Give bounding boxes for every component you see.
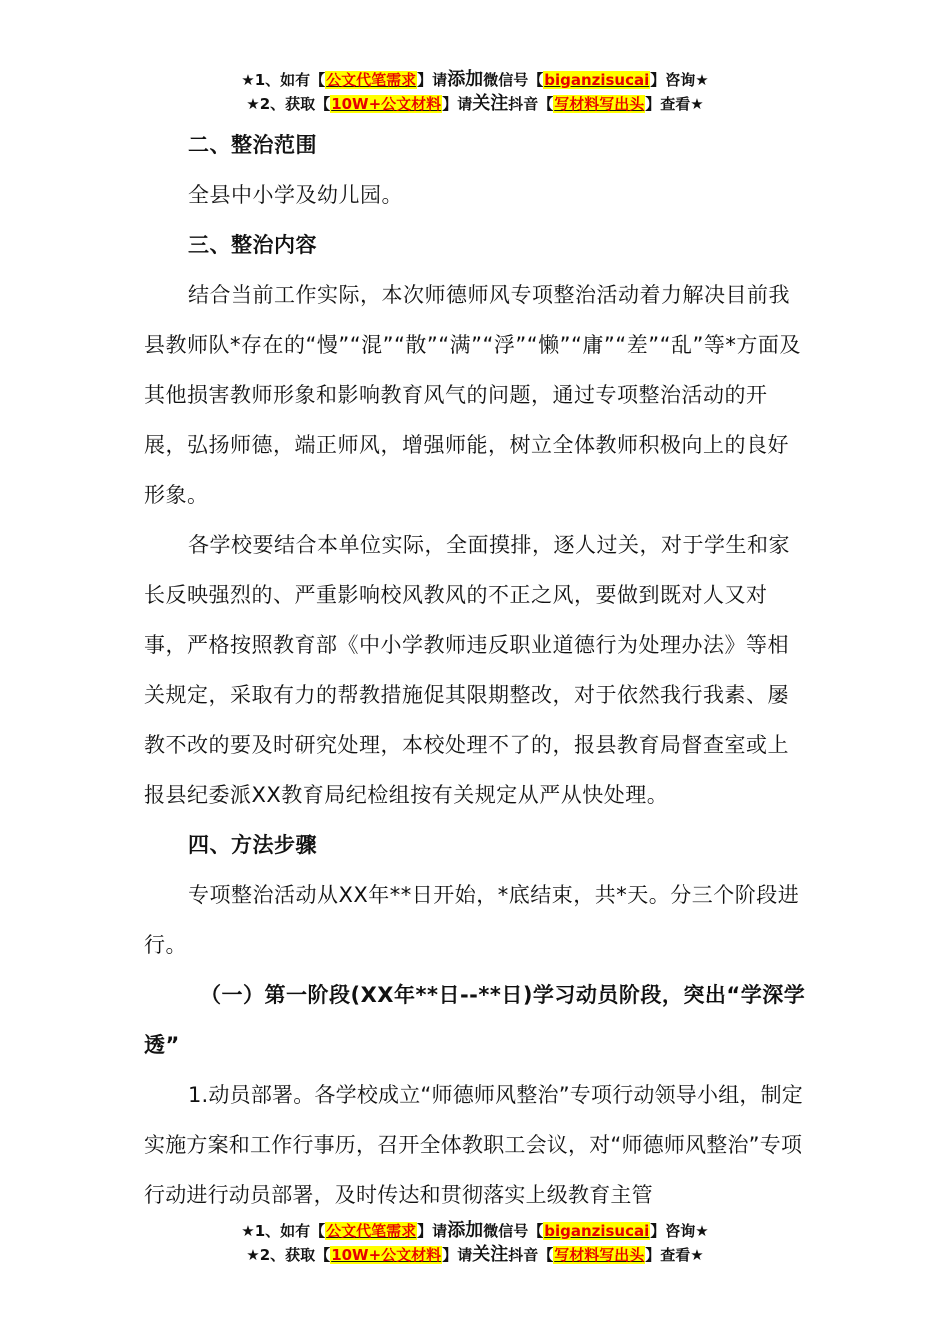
banner-highlight: biganzisucai: [544, 1222, 650, 1240]
banner-text: 抖音【: [508, 95, 554, 113]
banner-text: 】查看★: [645, 1246, 704, 1264]
banner-text: 】咨询★: [650, 71, 709, 89]
banner-text: ★1、如有【: [241, 71, 326, 89]
banner-line-2: [0, 92, 950, 116]
banner-text: 】请: [417, 1222, 448, 1240]
document-body: [144, 120, 808, 1220]
subsection-heading: （一）第一阶段(XX年**日--**日)学习动员阶段，突出“学深学透”: [144, 983, 806, 1057]
banner-text: ★2、获取【: [246, 1246, 331, 1264]
banner-highlight: 公文代笔需求: [326, 71, 417, 89]
banner-text: ★1、如有【: [241, 1222, 326, 1240]
banner-emphasis: 添加: [447, 1220, 484, 1241]
banner-highlight: 写材料写出头: [554, 95, 645, 113]
section-heading: 三、整治内容: [188, 233, 317, 257]
footer-banner: [0, 1219, 950, 1267]
banner-text: 抖音【: [508, 1246, 554, 1264]
section-heading: 二、整治范围: [188, 133, 317, 157]
banner-highlight: 10W+公文材料: [331, 95, 442, 113]
paragraph: 各学校要结合本单位实际，全面摸排，逐人过关，对于学生和家长反映强烈的、严重影响校风教风的不正之风，要做到既对人又对事，严格按照教育部《中小学教师违反职业道德行为处理办法》等相关规定，采取有力的帮教措施促其限期整改，对于依然我行我素、屡教不改的要及时研究处理，本校处理不了的，报县教育局督查室或上报县纪委派XX教育局纪检组按有关规定从严从快处理。: [144, 533, 790, 807]
banner-highlight: 公文代笔需求: [326, 1222, 417, 1240]
banner-highlight: biganzisucai: [544, 71, 650, 89]
banner-text: 微信号【: [483, 1222, 544, 1240]
header-banner: [0, 68, 950, 116]
paragraph: 1.动员部署。各学校成立“师德师风整治”专项行动领导小组，制定实施方案和工作行事历，召开全体教职工会议，对“师德师风整治”专项行动进行动员部署，及时传达和贯彻落实上级教育主管: [144, 1083, 803, 1207]
banner-highlight: 写材料写出头: [554, 1246, 645, 1264]
banner-text: 】查看★: [645, 95, 704, 113]
banner-text: ★2、获取【: [246, 95, 331, 113]
banner-line-1: [0, 1219, 950, 1243]
paragraph: 专项整治活动从XX年**日开始，*底结束，共*天。分三个阶段进行。: [144, 883, 800, 957]
banner-text: 】请: [417, 71, 448, 89]
paragraph: 结合当前工作实际，本次师德师风专项整治活动着力解决目前我县教师队*存在的“慢”“混”“散”“满”“浮”“懒”“庸”“差”“乱”等*方面及其他损害教师形象和影响教育风气的问题，通过专项整治活动的开展，弘扬师德，端正师风，增强师能，树立全体教师积极向上的良好形象。: [144, 283, 801, 507]
banner-highlight: 10W+公文材料: [331, 1246, 442, 1264]
banner-line-2: [0, 1243, 950, 1267]
banner-text: 】请: [442, 95, 473, 113]
banner-line-1: [0, 68, 950, 92]
section-heading: 四、方法步骤: [188, 833, 317, 857]
banner-text: 微信号【: [483, 71, 544, 89]
banner-text: 】请: [442, 1246, 473, 1264]
banner-emphasis: 关注: [472, 1244, 509, 1265]
banner-emphasis: 添加: [447, 69, 484, 90]
banner-emphasis: 关注: [472, 93, 509, 114]
paragraph: 全县中小学及幼儿园。: [188, 183, 403, 207]
banner-text: 】咨询★: [650, 1222, 709, 1240]
